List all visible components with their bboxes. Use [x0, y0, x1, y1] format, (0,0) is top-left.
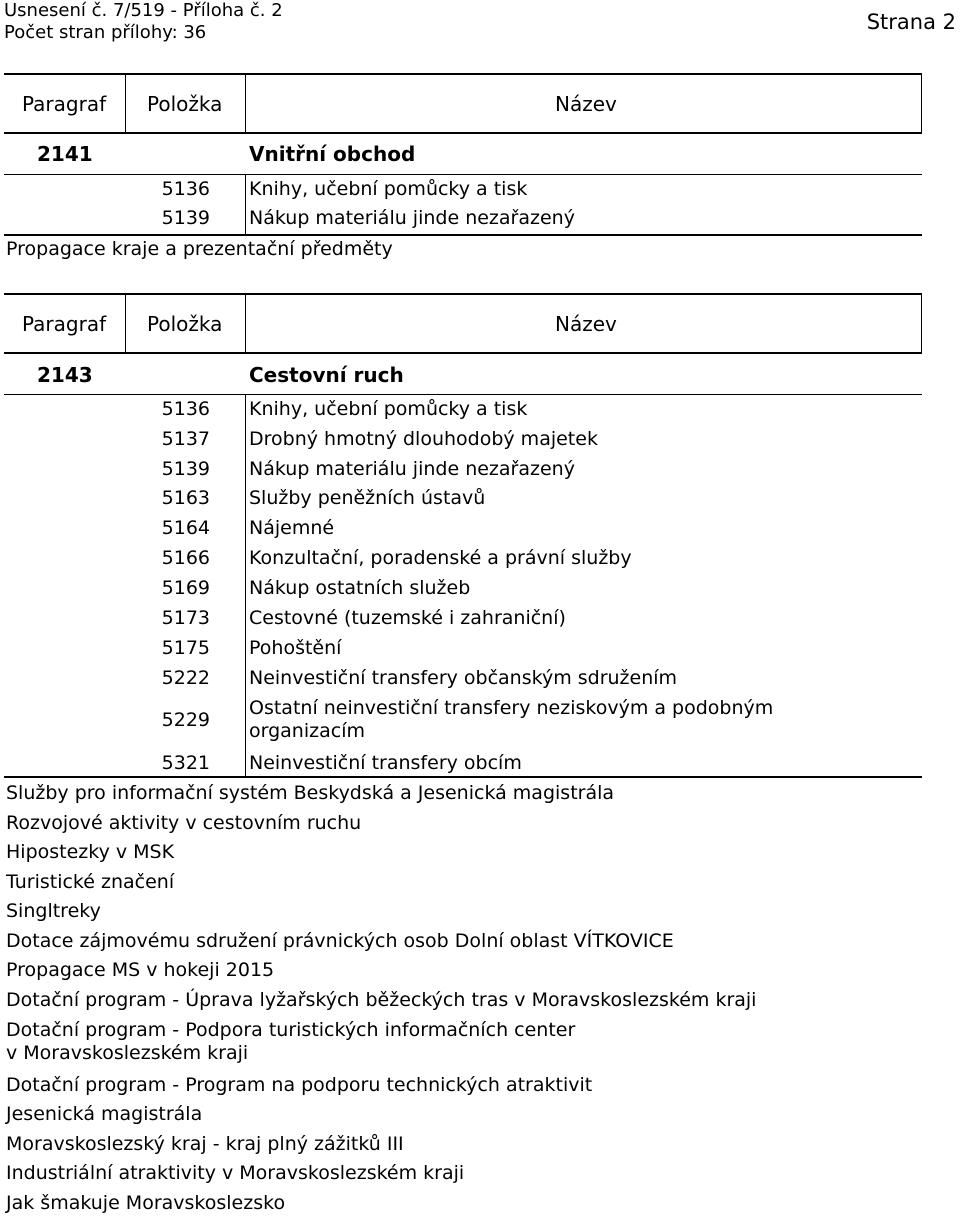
section-border	[4, 174, 922, 175]
table-bottom-border	[4, 234, 922, 236]
table-row-code: 5136	[161, 178, 210, 200]
note-item: Hipostezky v MSK	[6, 841, 175, 863]
table-row-code: 5229	[161, 709, 210, 731]
note-item: Propagace kraje a prezentační předměty	[6, 238, 393, 260]
note-item: Jak šmakuje Moravskoslezsko	[6, 1192, 286, 1214]
note-item: Dotační program - Podpora turistických informačních center	[6, 1019, 576, 1041]
note-item: Singltreky	[6, 900, 101, 922]
table-row-code: 5175	[161, 637, 210, 659]
note-item: Moravskoslezský kraj - kraj plný zážitků III	[6, 1133, 404, 1155]
table-row-name: Pohoštění	[249, 637, 342, 659]
section-border	[4, 394, 922, 395]
table-row-code: 5169	[161, 577, 210, 599]
table-row-name: Cestovné (tuzemské i zahraniční)	[249, 607, 566, 629]
column-divider	[125, 73, 126, 133]
table-row-code: 5137	[161, 428, 210, 450]
table-row-name: Služby peněžních ústavů	[249, 487, 486, 509]
column-header-polozka: Položka	[147, 92, 223, 116]
table-row-code: 5136	[161, 398, 210, 420]
column-divider	[125, 293, 126, 353]
column-divider	[245, 174, 246, 235]
document-reference: Usnesení č. 7/519 - Příloha č. 2	[4, 0, 283, 21]
page-number: Strana 2	[866, 10, 956, 34]
table-row-name: Nákup materiálu jinde nezařazený	[249, 207, 575, 229]
paragraf-code: 2143	[37, 363, 93, 387]
column-header-nazev: Název	[555, 312, 617, 336]
note-item-continued: v Moravskoslezském kraji	[6, 1042, 249, 1064]
table-row-name: Nájemné	[249, 517, 335, 539]
paragraf-code: 2141	[37, 142, 93, 166]
table-row-name: Knihy, učební pomůcky a tisk	[249, 398, 528, 420]
column-header-nazev: Název	[555, 92, 617, 116]
table-bottom-border	[4, 776, 922, 778]
table-row-code: 5163	[161, 487, 210, 509]
table-row-name: Nákup materiálu jinde nezařazený	[249, 458, 575, 480]
note-item: Industriální atraktivity v Moravskoslezském kraji	[6, 1162, 465, 1184]
table-row-code: 5166	[161, 547, 210, 569]
table-row-name-continued: organizacím	[249, 720, 365, 742]
table-row-name: Konzultační, poradenské a právní služby	[249, 547, 632, 569]
note-item: Dotační program - Úprava lyžařských běžeckých tras v Moravskoslezském kraji	[6, 989, 757, 1011]
table-row-name: Neinvestiční transfery obcím	[249, 752, 522, 774]
table-top-border	[4, 293, 922, 295]
header-bottom-border	[4, 132, 922, 134]
table-row-name: Neinvestiční transfery občanským sdružením	[249, 667, 678, 689]
section-title: Vnitřní obchod	[249, 142, 416, 166]
table-row-code: 5222	[161, 667, 210, 689]
table-row-code: 5164	[161, 517, 210, 539]
note-item: Služby pro informační systém Beskydská a Jesenická magistrála	[6, 782, 615, 804]
table-row-name: Drobný hmotný dlouhodobý majetek	[249, 428, 598, 450]
table-top-border	[4, 73, 922, 75]
table-row-code: 5139	[161, 458, 210, 480]
table-row-code: 5139	[161, 207, 210, 229]
table-row-code: 5173	[161, 607, 210, 629]
column-divider	[245, 73, 246, 133]
table-row-name: Ostatní neinvestiční transfery neziskovým a podobným	[249, 697, 774, 719]
column-header-paragraf: Paragraf	[22, 92, 107, 116]
note-item: Dotace zájmovému sdružení právnických osob Dolní oblast VÍTKOVICE	[6, 930, 674, 952]
note-item: Rozvojové aktivity v cestovním ruchu	[6, 812, 362, 834]
column-header-polozka: Položka	[147, 312, 223, 336]
section-title: Cestovní ruch	[249, 363, 404, 387]
column-divider	[921, 73, 922, 133]
column-divider	[245, 394, 246, 777]
column-divider	[245, 293, 246, 353]
note-item: Propagace MS v hokeji 2015	[6, 959, 275, 981]
table-row-code: 5321	[161, 752, 210, 774]
note-item: Dotační program - Program na podporu technických atraktivit	[6, 1074, 593, 1096]
table-row-name: Nákup ostatních služeb	[249, 577, 471, 599]
column-header-paragraf: Paragraf	[22, 312, 107, 336]
note-item: Turistické značení	[6, 871, 175, 893]
table-row-name: Knihy, učební pomůcky a tisk	[249, 178, 528, 200]
column-divider	[921, 293, 922, 353]
note-item: Jesenická magistrála	[6, 1103, 203, 1125]
header-bottom-border	[4, 352, 922, 354]
page-count: Počet stran přílohy: 36	[4, 22, 207, 43]
